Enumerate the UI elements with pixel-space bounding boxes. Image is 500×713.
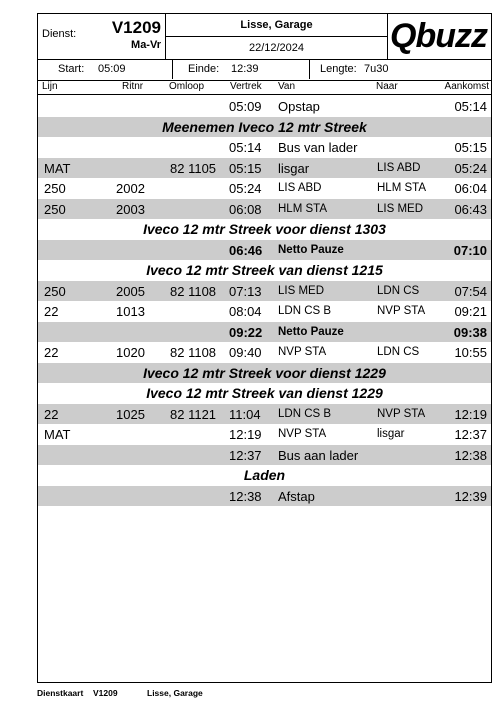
- dienstkaart-sheet: [37, 13, 492, 683]
- dienst-box: [38, 14, 166, 60]
- lijn-cell: MAT: [44, 160, 71, 176]
- ritnr-cell: 1020: [116, 345, 145, 360]
- naar-cell: HLM STA: [377, 182, 426, 194]
- aankomst-time: 12:19: [454, 406, 487, 422]
- trip-row: [38, 137, 491, 158]
- naar-cell: LIS MED: [377, 202, 424, 215]
- vertrek-time: 05:09: [229, 99, 262, 114]
- section-row: Iveco 12 mtr Streek van dienst 1215: [146, 262, 383, 278]
- naar-cell: LDN CS: [377, 284, 420, 297]
- trip-row: [38, 199, 491, 220]
- van-cell: Bus aan lader: [278, 447, 359, 463]
- pause-row: [38, 240, 491, 261]
- aankomst-time: 12:38: [454, 447, 487, 463]
- vertrek-time: 06:08: [229, 201, 262, 217]
- ritnr-cell: 2005: [116, 283, 145, 299]
- date: 22/12/2024: [166, 37, 388, 60]
- qbuzz-logo: Qbuzz: [390, 17, 487, 55]
- einde-cell: [173, 60, 310, 79]
- aankomst-time: 05:24: [454, 160, 487, 176]
- ritnr-cell: 2002: [116, 181, 145, 196]
- trip-row: [38, 424, 491, 445]
- col-aankomst: Aankomst: [444, 81, 489, 92]
- ritnr-cell: 1025: [116, 406, 145, 422]
- col-omloop: Omloop: [169, 81, 205, 92]
- start-label: Start:: [58, 63, 85, 75]
- header-times: [38, 60, 491, 81]
- van-cell: Bus van lader: [278, 140, 358, 155]
- omloop-cell: 82 1108: [170, 283, 217, 299]
- section-row: Meenemen Iveco 12 mtr Streek: [38, 117, 491, 138]
- col-lijn: Lijn: [42, 81, 58, 92]
- header-top: [38, 14, 491, 60]
- vertrek-time: 09:22: [229, 324, 263, 340]
- trip-row: [38, 178, 491, 199]
- dienst-label: Dienst:: [42, 28, 77, 40]
- logo-box: [388, 14, 491, 60]
- lijn-cell: 250: [44, 181, 66, 196]
- aankomst-time: 09:38: [453, 324, 487, 340]
- trip-row: [38, 342, 491, 363]
- vertrek-time: 12:38: [229, 488, 262, 504]
- start-cell: [38, 60, 173, 79]
- col-ritnr: Ritnr: [122, 81, 144, 92]
- trip-row: [38, 404, 491, 425]
- lijn-cell: 22: [44, 345, 59, 360]
- lengte-label: Lengte:: [320, 63, 357, 75]
- pause-label: Netto Pauze: [278, 325, 344, 338]
- omloop-cell: 82 1108: [170, 345, 217, 360]
- dienst-days: Ma-Vr: [131, 39, 161, 51]
- lengte-cell: [310, 60, 491, 79]
- col-naar: Naar: [376, 81, 398, 92]
- start-time: 05:09: [98, 63, 126, 75]
- aankomst-time: 06:43: [454, 201, 487, 217]
- vertrek-time: 05:14: [229, 140, 262, 155]
- trip-row: [38, 96, 491, 117]
- omloop-cell: 82 1121: [170, 406, 217, 422]
- lijn-cell: MAT: [44, 427, 71, 442]
- naar-cell: lisgar: [377, 428, 405, 440]
- section-row: Iveco 12 mtr Streek voor dienst 1303: [143, 221, 386, 237]
- einde-time: 12:39: [231, 63, 259, 75]
- aankomst-time: 09:21: [454, 304, 487, 319]
- naar-cell: NVP STA: [377, 407, 426, 420]
- vertrek-time: 11:04: [229, 406, 261, 422]
- ritnr-cell: 1013: [116, 304, 145, 319]
- aankomst-time: 07:54: [454, 283, 487, 299]
- einde-label: Einde:: [188, 63, 220, 75]
- lengte-value: 7u30: [364, 63, 389, 75]
- naar-cell: LIS ABD: [377, 161, 421, 174]
- aankomst-time: 06:04: [454, 181, 487, 196]
- lijn-cell: 22: [44, 406, 59, 422]
- col-van: Van: [278, 81, 296, 92]
- omloop-cell: 82 1105: [170, 160, 217, 176]
- location: Lisse, Garage: [166, 14, 388, 37]
- trip-row: [38, 486, 491, 507]
- trip-row: [38, 158, 491, 179]
- trip-row: [38, 281, 491, 302]
- lijn-cell: 250: [44, 283, 66, 299]
- lijn-cell: 22: [44, 304, 59, 319]
- column-headers: [38, 80, 491, 95]
- van-cell: Afstap: [278, 488, 315, 504]
- dienst-code: V1209: [111, 18, 161, 37]
- vertrek-time: 12:37: [229, 447, 262, 463]
- duty-rows: [38, 96, 491, 506]
- ritnr-cell: 2003: [116, 201, 145, 217]
- aankomst-time: 05:15: [454, 140, 487, 155]
- pause-row: [38, 322, 491, 343]
- pause-label: Netto Pauze: [278, 243, 344, 256]
- vertrek-time: 06:46: [229, 242, 263, 258]
- van-cell: LDN CS B: [278, 407, 332, 420]
- van-cell: NVP STA: [278, 346, 327, 358]
- vertrek-time: 08:04: [229, 304, 262, 319]
- van-cell: lisgar: [278, 160, 310, 176]
- van-cell: LIS MED: [278, 284, 325, 297]
- naar-cell: NVP STA: [377, 305, 426, 317]
- van-cell: NVP STA: [278, 428, 327, 440]
- vertrek-time: 07:13: [229, 283, 262, 299]
- van-cell: LIS ABD: [278, 182, 322, 194]
- aankomst-time: 10:55: [454, 345, 487, 360]
- van-cell: LDN CS B: [278, 305, 332, 317]
- section-row: Iveco 12 mtr Streek voor dienst 1229: [38, 363, 491, 384]
- lijn-cell: 250: [44, 201, 66, 217]
- vertrek-time: 05:24: [229, 181, 262, 196]
- aankomst-time: 07:10: [453, 242, 487, 258]
- aankomst-time: 12:37: [454, 427, 487, 442]
- naar-cell: LDN CS: [377, 346, 420, 358]
- footer-code: V1209: [93, 688, 118, 698]
- section-row: Iveco 12 mtr Streek van dienst 1229: [146, 385, 383, 401]
- van-cell: Opstap: [278, 99, 320, 114]
- aankomst-time: 12:39: [454, 488, 487, 504]
- aankomst-time: 05:14: [454, 99, 487, 114]
- trip-row: [38, 445, 491, 466]
- vertrek-time: 12:19: [229, 427, 262, 442]
- col-vertrek: Vertrek: [230, 81, 262, 92]
- van-cell: HLM STA: [278, 202, 327, 215]
- vertrek-time: 09:40: [229, 345, 262, 360]
- footer-location: Lisse, Garage: [147, 688, 203, 698]
- vertrek-time: 05:15: [229, 160, 262, 176]
- footer-title: Dienstkaart: [37, 688, 84, 698]
- trip-row: [38, 301, 491, 322]
- section-row: Laden: [243, 467, 286, 483]
